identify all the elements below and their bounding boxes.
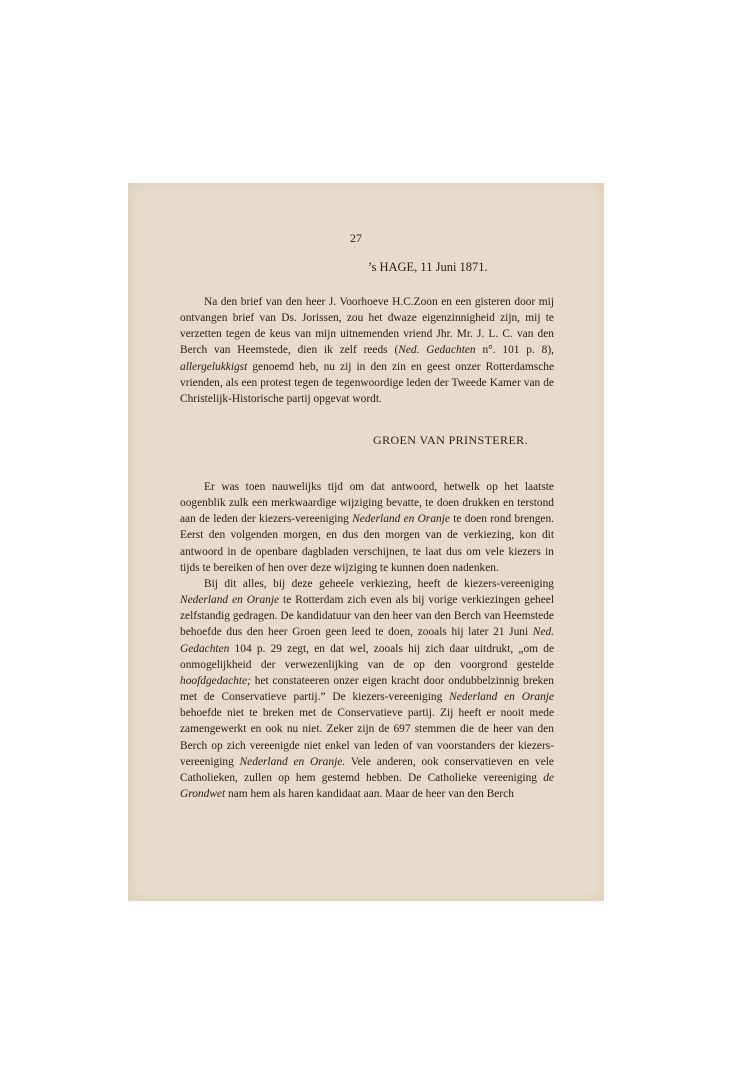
italic-emphasis: hoofdgedachte; [180,674,251,687]
italic-emphasis: allergelukkigst [180,360,248,373]
body-paragraph [180,576,554,802]
italic-association-name: de Grondwet [180,771,554,800]
page-number: 27 [350,231,362,245]
body-paragraph [180,479,554,576]
text-run: n°. 101 p. 8), [475,344,554,357]
italic-association-name: Nederland en Oranje [180,594,280,607]
text-run: Er was toen nauwelijks tijd om dat antwoord, hetwelk op het laatste oogenblik zulk een merkwaardige wijziging bevatte, te doen drukken en terstond aan de leden der kiezers-vereeniging [180,481,554,526]
text-run: nam hem als haren kandidaat aan. Maar de heer van den Berch [225,787,514,800]
italic-reference: Ned. Gedachten [180,626,554,655]
dateline: ’s HAGE, 11 Juni 1871. [368,260,488,274]
text-run: Na den brief van den heer J. Voorhoeve H.C.Zoon en een gisteren door mij ontvangen brief van Ds. Jorissen, zou het dwaze eigenzinnigheid zijn, mij te verzetten tegen de keus van mijn uitnemenden vriend Jhr. Mr. J. L. C. van den Berch van Heemstede, dien ik zelf reeds ( [180,296,554,357]
document-page [128,183,604,901]
text-run: 104 p. 29 zegt, en dat wel, zooals hij zich daar uitdrukt, „om de onmogelijkheid der verwezenlijking van de op den voorgrond gestelde [180,642,554,671]
text-run: behoefde niet te breken met de Conservatieve partij. Zij heeft er nooit mede zamengewerkt en ook nu niet. Zeker zijn de 697 stemmen die de heer van den Berch op zich vereenigde niet enkel van leden of van voorstanders der kiezers-vereeniging [180,707,554,768]
italic-association-name: Nederland en Oranje [352,513,450,526]
signature: GROEN VAN PRINSTERER. [373,433,528,447]
text-run: het constateeren onzer eigen kracht door ondubbelzinnig breken met de Conservatieve partij.” De kiezers-vereeniging [180,674,554,704]
italic-association-name: Nederland en Oranje [449,691,554,704]
letter-paragraph [180,294,554,407]
text-run: Vele anderen, ook conservatieven en vele Catholieken, zullen op hem gestemd hebben. De Catholieke vereeniging [180,755,554,784]
italic-reference: Ned. Gedachten [398,344,476,357]
text-run: genoemd heb, nu zij in den zin en geest onzer Rotterdamsche vrienden, als een protest tegen de tegenwoordige leden der Tweede Kamer van de Christelijk-Historische partij opgevat wordt. [180,360,554,405]
body-text [180,479,554,802]
text-run: te doen rond brengen. Eerst den volgenden morgen, en dus den morgen van de verkiezing, kon dit antwoord in de openbare dagbladen verschijnen, te laat dus om vele kiezers in tijds te bereiken of hen over deze wijziging te kunnen doen nadenken. [180,513,554,574]
text-run: te Rotterdam zich even als bij vorige verkiezingen geheel zelfstandig gedragen. De kandidatuur van den heer van den Berch van Heemstede behoefde dus den heer Groen geen leed te doen, zooals hij later 21 Juni [180,594,554,639]
italic-association-name: Nederland en Oranje. [239,755,346,768]
letter-text [180,294,554,407]
text-run: Bij dit alles, bij deze geheele verkiezing, heeft de kiezers-vereeniging [204,577,554,590]
